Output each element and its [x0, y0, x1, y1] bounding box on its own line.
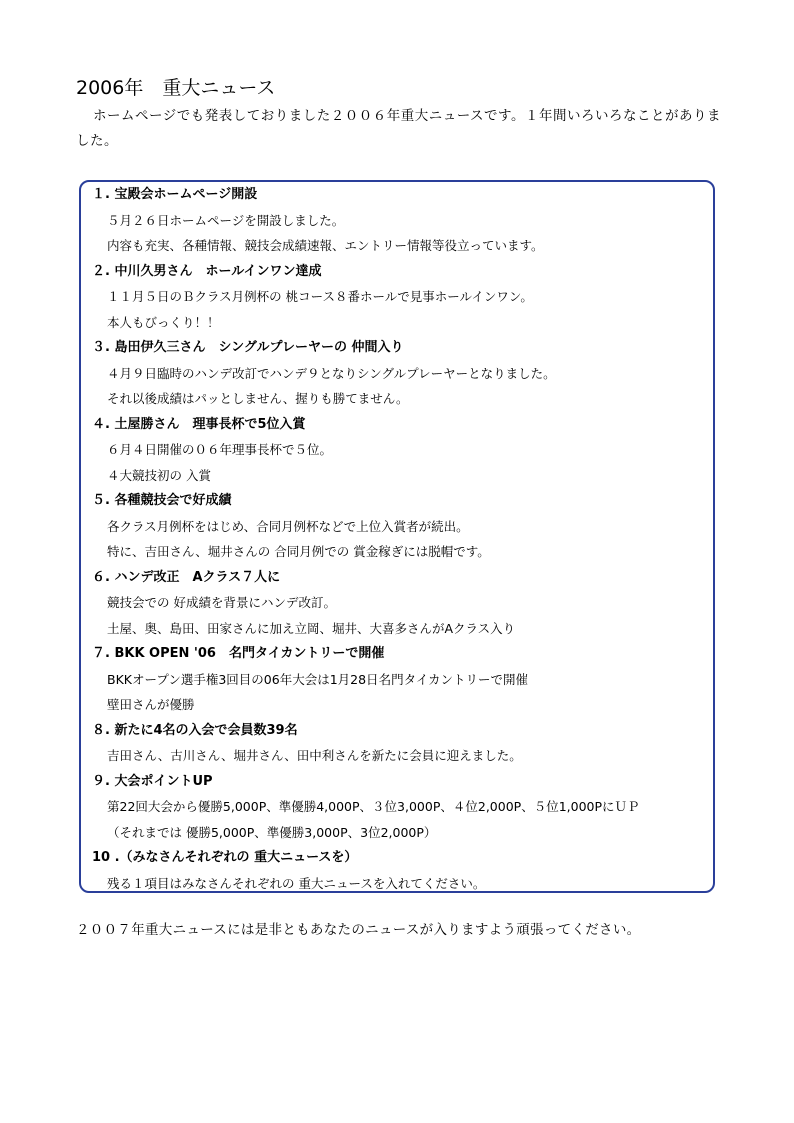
news-item-heading: ６. ハンデ改正 Aクラス７人に [92, 569, 281, 585]
news-item-4 [92, 412, 708, 489]
news-item-5 [92, 488, 708, 565]
news-item-line: 残る１項目はみなさんそれぞれの 重大ニュースを入れてください。 [107, 875, 486, 891]
news-item-line: それ以後成績はパッとしません、握りも勝てません。 [107, 391, 409, 406]
intro-text: ホームページでも発表しておりました２００６年重大ニュースです。１年間いろいろなことがありました。 [76, 108, 721, 149]
news-item-heading: 10 .（みなさんそれぞれの 重大ニュースを） [92, 850, 358, 865]
news-item-line: 土屋、奥、島田、田家さんに加え立岡、堀井、大喜多さんがAクラス入り [107, 620, 516, 636]
news-item-8 [92, 718, 708, 769]
news-item-2 [92, 259, 708, 336]
news-item-heading: ８. 新たに4名の入会で会員数39名 [92, 722, 298, 738]
news-item-heading: ５. 各種競技会で好成績 [92, 493, 232, 508]
news-item-heading: １. 宝殿会ホームページ開設 [92, 187, 258, 202]
news-item-line: （それまでは 優勝5,000P、準優勝3,000P、3位2,000P） [107, 824, 437, 840]
news-item-1 [92, 182, 708, 259]
news-item-6 [92, 565, 708, 642]
news-item-7 [92, 641, 708, 718]
news-item-line: 競技会での 好成績を背景にハンデ改訂。 [107, 595, 336, 610]
news-item-line: 各クラス月例杯をはじめ、合同月例杯などで上位入賞者が続出。 [107, 518, 469, 534]
news-item-line: ６月４日開催の０６年理事長杯で５位。 [107, 442, 333, 457]
closing-paragraph: ２００７年重大ニュースには是非ともあなたのニュースが入りますよう頑張ってください。 [76, 922, 641, 938]
news-item-heading: ４. 土屋勝さん 理事長杯で5位入賞 [92, 416, 306, 432]
news-item-line: 本人もびっくり！！ [107, 314, 220, 330]
news-item-line: 特に、吉田さん、堀井さんの 合同月例での 賞金稼ぎには脱帽です。 [107, 544, 490, 559]
news-item-line: ４月９日臨時のハンデ改訂でハンデ９となりシングルプレーヤーとなりました。 [107, 365, 556, 381]
news-item-line: 内容も充実、各種情報、競技会成績速報、エントリー情報等役立っています。 [107, 238, 544, 253]
news-item-10 [92, 845, 708, 896]
news-item-line: ４大競技初の 入賞 [107, 467, 211, 483]
news-item-line: 吉田さん、古川さん、堀井さん、田中利さんを新たに会員に迎えました。 [107, 748, 522, 763]
news-item-3 [92, 335, 708, 412]
page-title: 2006年 重大ニュース [76, 77, 276, 99]
intro-paragraph [76, 104, 724, 154]
news-item-line: BKKオープン選手権3回目の06年大会は1月28日名門タイカントリーで開催 [107, 671, 528, 687]
news-item-heading: ３. 島田伊久三さん シングルプレーヤーの 仲間入り [92, 340, 404, 355]
news-list [92, 182, 708, 896]
news-item-line: 壁田さんが優勝 [107, 697, 195, 712]
news-item-heading: ９. 大会ポイントUP [92, 773, 213, 789]
news-item-line: ５月２６日ホームページを開設しました。 [107, 212, 345, 228]
news-item-9 [92, 769, 708, 846]
news-item-heading: ２. 中川久男さん ホールインワン達成 [92, 263, 322, 279]
news-item-line: １１月５日のＢクラス月例杯の 桃コース８番ホールで見事ホールインワン。 [107, 289, 533, 304]
news-item-heading: ７. BKK OPEN '06 名門タイカントリーで開催 [92, 646, 385, 661]
news-item-line: 第22回大会から優勝5,000P、準優勝4,000P、３位3,000P、４位2,000P、５位1,000PにＵＰ [107, 799, 640, 814]
